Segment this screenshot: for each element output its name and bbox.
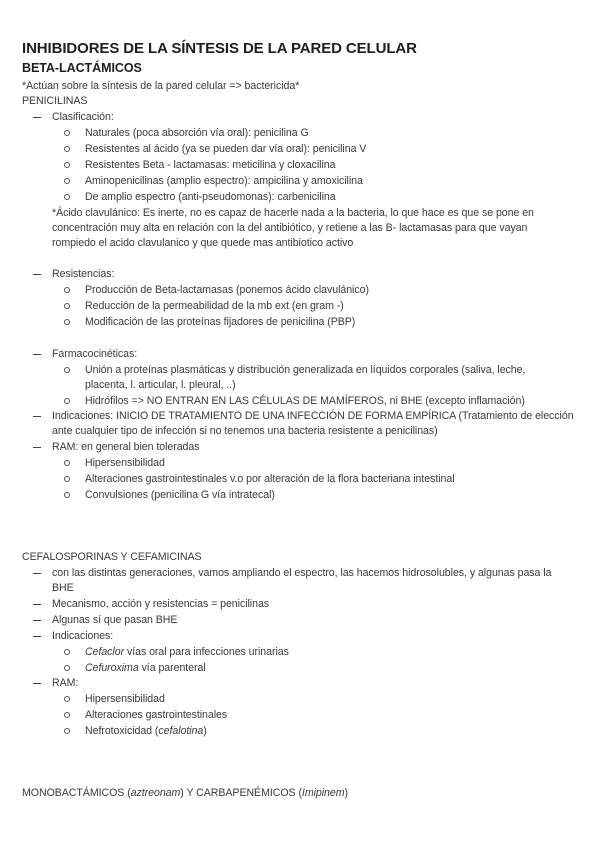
circle-bullet <box>64 130 70 136</box>
list-item: Resistentes Beta - lactamasas: meticilina y cloxacilina <box>85 159 336 171</box>
circle-bullet <box>64 146 70 152</box>
clavulanico-note: rompiedo el acido clavulanico y que quede mas antibiotico activo <box>52 237 354 249</box>
circle-bullet <box>64 649 70 655</box>
list-item: Hipersensibilidad <box>85 457 165 469</box>
circle-bullet <box>64 712 70 718</box>
list-item: Alteraciones gastrointestinales v.o por alteración de la flora bacteriana intestinal <box>85 473 455 485</box>
circle-bullet <box>64 194 70 200</box>
circle-bullet <box>64 728 70 734</box>
clasificacion-label: Clasificación: <box>52 111 114 123</box>
dash-bullet <box>33 354 41 355</box>
list-item: Hipersensibilidad <box>85 693 165 705</box>
mecanismo-text: Mecanismo, acción y resistencias = penicilinas <box>52 598 270 610</box>
bhe-text: Algunas sí que pasan BHE <box>52 614 178 626</box>
circle-bullet <box>64 287 70 293</box>
drug-name: aztreonam <box>130 787 181 799</box>
dash-bullet <box>33 117 41 118</box>
circle-bullet <box>64 303 70 309</box>
list-item-text: ) <box>203 725 207 737</box>
dash-bullet <box>33 620 41 621</box>
list-item: Unión a proteínas plasmáticas y distribución generalizada en líquidos corporales (saliva, leche, <box>85 364 526 376</box>
circle-bullet <box>64 367 70 373</box>
circle-bullet <box>64 178 70 184</box>
list-item-text: Nefrotoxicidad ( <box>85 725 159 737</box>
list-item: Reducción de la permeabilidad de la mb ext (en gram -) <box>85 300 344 312</box>
dash-bullet <box>33 573 41 574</box>
dash-bullet <box>33 636 41 637</box>
heading-text: ) <box>344 787 348 799</box>
dash-bullet <box>33 416 41 417</box>
drug-name: Imipinem <box>301 787 345 799</box>
farmacocineticas-label: Farmacocinéticas: <box>52 348 138 360</box>
monobactamicos-heading <box>22 787 348 800</box>
dash-bullet <box>33 447 41 448</box>
indicaciones-text: ante cualquier tipo de infección si no tenemos una bacteria resistente a penicilinas) <box>52 425 438 437</box>
list-item: Resistentes al ácido (ya se pueden dar vía oral): penicilina V <box>85 143 367 155</box>
circle-bullet <box>64 665 70 671</box>
circle-bullet <box>64 492 70 498</box>
dash-bullet <box>33 274 41 275</box>
clavulanico-note: concentración muy alta en relación con la del antibiótico, y retiene a las B- lactamasas para que vayan <box>52 222 528 234</box>
intro-note: *Actúan sobre la síntesis de la pared celular => bactericida* <box>22 80 300 92</box>
dash-bullet <box>33 604 41 605</box>
cefalosporinas-heading: CEFALOSPORINAS Y CEFAMICINAS <box>22 551 202 563</box>
drug-name: cefalotina <box>158 725 204 737</box>
list-item <box>85 725 207 738</box>
circle-bullet <box>64 696 70 702</box>
drug-name: Cefaclor <box>85 646 125 658</box>
list-item: Aminopenicilinas (amplio espectro): ampicilina y amoxicilina <box>85 175 363 187</box>
list-item-text: vías oral para infecciones urinarias <box>124 646 289 658</box>
section-heading: BETA-LACTÁMICOS <box>22 61 142 75</box>
resistencias-label: Resistencias: <box>52 268 115 280</box>
heading-text: MONOBACTÁMICOS ( <box>22 787 131 799</box>
generaciones-text: BHE <box>52 582 74 594</box>
list-item-continuation: placenta, l. articular, l. pleural, ..) <box>85 379 236 391</box>
drug-name: Cefuroxima <box>85 662 139 674</box>
list-item-text: vía parenteral <box>138 662 206 674</box>
generaciones-text: con las distintas generaciones, vamos ampliando el espectro, las hacemos hidrosolubles, y algunas pasa la <box>52 567 552 579</box>
circle-bullet <box>64 162 70 168</box>
ram-label: RAM: <box>52 677 79 689</box>
circle-bullet <box>64 319 70 325</box>
ram-label: RAM: en general bien toleradas <box>52 441 200 453</box>
circle-bullet <box>64 476 70 482</box>
indicaciones-label: Indicaciones: <box>52 630 114 642</box>
heading-text: ) Y CARBAPENÉMICOS ( <box>180 787 302 799</box>
list-item: Naturales (poca absorción vía oral): penicilina G <box>85 127 309 139</box>
list-item: Hidrófilos => NO ENTRAN EN LAS CÉLULAS DE MAMÍFEROS, ni BHE (excepto inflamación) <box>85 395 525 407</box>
clavulanico-note: *Ácido clavulánico: Es inerte, no es capaz de hacerle nada a la bacteria, lo que hace es que se pone en <box>52 207 534 219</box>
list-item: De amplio espectro (anti-pseudomonas): carbenicilina <box>85 191 336 203</box>
page-title: INHIBIDORES DE LA SÍNTESIS DE LA PARED CELULAR <box>22 40 417 57</box>
dash-bullet <box>33 683 41 684</box>
penicilinas-heading: PENICILINAS <box>22 95 88 107</box>
list-item: Producción de Beta-lactamasas (ponemos ácido clavulánico) <box>85 284 369 296</box>
circle-bullet <box>64 398 70 404</box>
indicaciones-text: Indicaciones: INICIO DE TRATAMIENTO DE UNA INFECCIÓN DE FORMA EMPÍRICA (Tratamiento de elección <box>52 410 574 422</box>
list-item <box>85 662 206 675</box>
list-item: Convulsiones (penicilina G vía intratecal) <box>85 489 275 501</box>
circle-bullet <box>64 460 70 466</box>
list-item: Alteraciones gastrointestinales <box>85 709 228 721</box>
list-item <box>85 646 289 659</box>
list-item: Modificación de las proteínas fijadores de penicilina (PBP) <box>85 316 356 328</box>
